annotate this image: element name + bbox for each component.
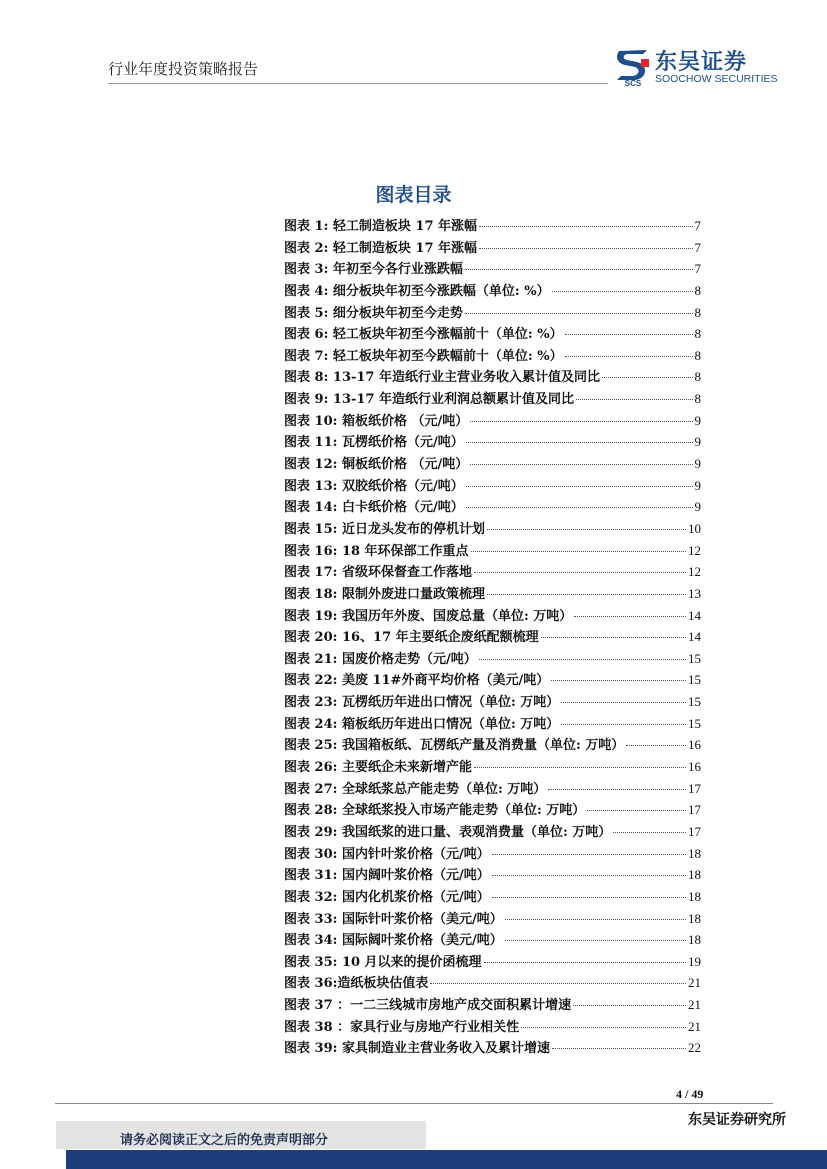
toc-dot-leader xyxy=(541,637,686,638)
toc-entry-label: 图表 9: 13-17 年造纸行业利润总额累计值及同比 xyxy=(284,392,574,408)
toc-entry-page: 7 xyxy=(694,218,701,233)
toc-dot-leader xyxy=(474,572,686,573)
toc-entry[interactable] xyxy=(284,215,701,237)
toc-entry-page: 12 xyxy=(688,564,701,580)
toc-entry-label: 图表 6: 轻工板块年初至今涨幅前十（单位: %） xyxy=(284,327,563,343)
toc-entry-page: 9 xyxy=(694,412,701,428)
toc-entry[interactable] xyxy=(284,756,701,778)
toc-dot-leader xyxy=(465,269,693,270)
toc-entry[interactable] xyxy=(284,1037,701,1059)
toc-entry-label: 图表 7: 轻工板块年初至今跌幅前十（单位: %） xyxy=(284,348,563,364)
toc-dot-leader xyxy=(479,248,692,249)
toc-dot-leader xyxy=(565,356,693,357)
toc-entry-label: 图表 23: 瓦楞纸历年进出口情况（单位: 万吨） xyxy=(284,695,560,711)
toc-dot-leader xyxy=(574,616,686,617)
scs-logo-icon xyxy=(613,47,653,87)
toc-entry-label: 图表 16: 18 年环保部工作重点 xyxy=(284,543,469,559)
toc-entry[interactable] xyxy=(284,323,701,345)
toc-entry-label: 图表 31: 国内阔叶浆价格（元/吨） xyxy=(284,868,490,884)
toc-dot-leader xyxy=(466,442,693,443)
toc-entry-label: 图表 11: 瓦楞纸价格（元/吨） xyxy=(284,435,464,451)
toc-dot-leader xyxy=(521,1027,686,1028)
toc-dot-leader xyxy=(587,810,686,811)
toc-entry-page: 8 xyxy=(694,282,701,298)
toc-entry[interactable] xyxy=(284,1016,701,1038)
toc-entry-label: 图表 36:造纸板块估值表 xyxy=(284,976,429,992)
toc-entry[interactable] xyxy=(284,929,701,951)
toc-entry-page: 21 xyxy=(688,997,701,1013)
toc-entry-page: 19 xyxy=(688,953,701,969)
toc-entry-page: 17 xyxy=(688,802,701,818)
toc-entry[interactable] xyxy=(284,475,701,497)
toc-dot-leader xyxy=(474,767,686,768)
toc-dot-leader xyxy=(552,1048,686,1049)
toc-entry[interactable] xyxy=(284,669,701,691)
toc-entry-page: 15 xyxy=(688,715,701,731)
logo-english-name: SOOCHOW SECURITIES xyxy=(655,73,778,85)
toc-entry-page: 15 xyxy=(688,650,701,666)
toc-dot-leader xyxy=(466,486,693,487)
toc-entry-label: 图表 26: 主要纸企未来新增产能 xyxy=(284,760,472,776)
toc-entry-page: 14 xyxy=(688,629,701,645)
toc-entry[interactable] xyxy=(284,366,701,388)
toc-entry[interactable] xyxy=(284,994,701,1016)
toc-entry-page: 18 xyxy=(688,932,701,948)
toc-entry-page: 21 xyxy=(688,975,701,991)
toc-entry-label: 图表 28: 全球纸浆投入市场产能走势（单位: 万吨） xyxy=(284,803,586,819)
logo-chinese-name: 东吴证券 xyxy=(655,50,748,75)
toc-entry[interactable] xyxy=(284,583,701,605)
toc-entry[interactable] xyxy=(284,908,701,930)
toc-entry[interactable] xyxy=(284,237,701,259)
toc-entry-page: 7 xyxy=(694,261,701,277)
toc-entry[interactable] xyxy=(284,518,701,540)
toc-dot-leader xyxy=(479,659,686,660)
toc-dot-leader xyxy=(561,702,686,703)
toc-entry[interactable] xyxy=(284,453,701,475)
toc-entry-page: 10 xyxy=(688,520,701,536)
toc-dot-leader xyxy=(492,875,686,876)
toc-entry[interactable] xyxy=(284,843,701,865)
toc-entry[interactable] xyxy=(284,821,701,843)
toc-entry-page: 18 xyxy=(688,888,701,904)
header-title: 行业年度投资策略报告 xyxy=(108,60,259,78)
toc-entry-page: 9 xyxy=(694,477,701,493)
toc-entry[interactable] xyxy=(284,972,701,994)
toc-entry[interactable] xyxy=(284,951,701,973)
toc-entry-label: 图表 34: 国际阔叶浆价格（美元/吨） xyxy=(284,933,503,949)
toc-entry-label: 图表 22: 美废 11#外商平均价格（美元/吨） xyxy=(284,673,550,689)
toc-entry[interactable] xyxy=(284,886,701,908)
toc-entry[interactable] xyxy=(284,691,701,713)
toc-entry-page: 13 xyxy=(688,585,701,601)
toc-entry-label: 图表 29: 我国纸浆的进口量、表观消费量（单位: 万吨） xyxy=(284,824,612,840)
toc-entry-page: 18 xyxy=(688,867,701,883)
toc-entry-page: 9 xyxy=(694,434,701,450)
toc-dot-leader xyxy=(602,377,693,378)
toc-dot-leader xyxy=(551,680,686,681)
footer-divider xyxy=(55,1103,773,1104)
toc-title: 图表目录 xyxy=(375,184,452,206)
toc-entry-page: 8 xyxy=(694,369,701,385)
toc-entry-label: 图表 10: 箱板纸价格 （元/吨） xyxy=(284,413,469,429)
toc-entry-page: 15 xyxy=(688,694,701,710)
toc-dot-leader xyxy=(573,1005,686,1006)
toc-entry-label: 图表 24: 箱板纸历年进出口情况（单位: 万吨） xyxy=(284,716,560,732)
toc-dot-leader xyxy=(626,745,686,746)
toc-entry-label: 图表 35: 10 月以来的提价函梳理 xyxy=(284,954,482,970)
toc-entry[interactable] xyxy=(284,540,701,562)
toc-dot-leader xyxy=(565,334,693,335)
toc-dot-leader xyxy=(471,551,686,552)
bottom-bar xyxy=(66,1150,827,1169)
toc-entry-label: 图表 3: 年初至今各行业涨跌幅 xyxy=(284,262,463,278)
toc-entry-label: 图表 4: 细分板块年初至今涨跌幅（单位: %） xyxy=(284,283,550,299)
header-divider xyxy=(108,83,608,84)
toc-entry-page: 12 xyxy=(688,542,701,558)
toc-entry-label: 图表 25: 我国箱板纸、瓦楞纸产量及消费量（单位: 万吨） xyxy=(284,738,625,754)
toc-entry-label: 图表 13: 双胶纸价格（元/吨） xyxy=(284,478,464,494)
toc-entry[interactable] xyxy=(284,605,701,627)
toc-entry-page: 22 xyxy=(688,1040,701,1056)
toc-entry[interactable] xyxy=(284,864,701,886)
toc-entry-label: 图表 18: 限制外废进口量政策梳理 xyxy=(284,586,485,602)
toc-entry-label: 图表 14: 白卡纸价格（元/吨） xyxy=(284,500,464,516)
toc-dot-leader xyxy=(484,962,686,963)
toc-entry-page: 18 xyxy=(688,910,701,926)
toc-entry[interactable] xyxy=(284,431,701,453)
toc-entry-page: 15 xyxy=(688,672,701,688)
toc-entry-label: 图表 27: 全球纸浆总产能走势（单位: 万吨） xyxy=(284,781,547,797)
toc-entry-label: 图表 19: 我国历年外废、国废总量（单位: 万吨） xyxy=(284,608,573,624)
disclaimer-text: 请务必阅读正文之后的免责声明部分 xyxy=(120,1133,329,1148)
toc-entry-page: 21 xyxy=(688,1018,701,1034)
toc-entry-page: 9 xyxy=(694,499,701,515)
toc-entry-page: 17 xyxy=(688,780,701,796)
toc-dot-leader xyxy=(561,724,686,725)
toc-entry-page: 17 xyxy=(688,823,701,839)
toc-entry[interactable] xyxy=(284,778,701,800)
toc-entry-label: 图表 5: 细分板块年初至今走势 xyxy=(284,305,463,321)
toc-entry-label: 图表 37 ：一二三线城市房地产成交面积累计增速 xyxy=(284,998,572,1014)
toc-entry-label: 图表 21: 国废价格走势（元/吨） xyxy=(284,651,477,667)
toc-dot-leader xyxy=(470,464,692,465)
toc-entry[interactable] xyxy=(284,280,701,302)
toc-entry-label: 图表 39: 家具制造业主营业务收入及累计增速 xyxy=(284,1041,550,1057)
toc-entry[interactable] xyxy=(284,713,701,735)
toc-entry-label: 图表 1: 轻工制造板块 17 年涨幅 xyxy=(284,219,478,234)
toc-entry-page: 14 xyxy=(688,607,701,623)
soochow-securities-logo xyxy=(613,47,788,87)
toc-dot-leader xyxy=(466,507,693,508)
svg-text:SCS: SCS xyxy=(624,79,642,87)
toc-entry-label: 图表 15: 近日龙头发布的停机计划 xyxy=(284,521,485,537)
toc-entry-label: 图表 12: 铜板纸价格 （元/吨） xyxy=(284,457,469,473)
toc-entry[interactable] xyxy=(284,648,701,670)
toc-entry-page: 8 xyxy=(694,391,701,407)
toc-dot-leader xyxy=(492,854,686,855)
toc-entry[interactable] xyxy=(284,561,701,583)
toc-dot-leader xyxy=(548,789,686,790)
toc-entry-label: 图表 17: 省级环保督查工作落地 xyxy=(284,565,472,581)
toc-entry-label: 图表 8: 13-17 年造纸行业主营业务收入累计值及同比 xyxy=(284,370,600,386)
toc-dot-leader xyxy=(430,983,686,984)
footer-company: 东吴证券研究所 xyxy=(688,1112,786,1128)
toc-entry-label: 图表 33: 国际针叶浆价格（美元/吨） xyxy=(284,911,503,927)
toc-entry[interactable] xyxy=(284,626,701,648)
toc-dot-leader xyxy=(505,940,686,941)
toc-entry-page: 8 xyxy=(694,304,701,320)
toc-dot-leader xyxy=(576,399,693,400)
toc-entry[interactable] xyxy=(284,302,701,324)
toc-dot-leader xyxy=(492,897,686,898)
toc-entry[interactable] xyxy=(284,258,701,280)
toc-dot-leader xyxy=(505,919,686,920)
toc-dot-leader xyxy=(465,313,693,314)
toc-dot-leader xyxy=(487,529,686,530)
toc-dot-leader xyxy=(552,291,693,292)
toc-entry[interactable] xyxy=(284,410,701,432)
toc-entry-page: 7 xyxy=(694,239,701,255)
toc-dot-leader xyxy=(487,594,686,595)
toc-entry-page: 8 xyxy=(694,347,701,363)
toc-entry-page: 16 xyxy=(688,759,701,775)
toc-entry[interactable] xyxy=(284,799,701,821)
toc-entry-page: 9 xyxy=(694,456,701,472)
toc-entry-label: 图表 20: 16、17 年主要纸企废纸配额梳理 xyxy=(284,630,539,646)
toc-entry-label: 图表 2: 轻工制造板块 17 年涨幅 xyxy=(284,240,478,256)
page-number: 4 / 49 xyxy=(676,1087,704,1101)
toc-entry[interactable] xyxy=(284,734,701,756)
toc-dot-leader xyxy=(613,832,686,833)
toc-entry-label: 图表 38 ：家具行业与房地产行业相关性 xyxy=(284,1019,520,1035)
toc-entry[interactable] xyxy=(284,345,701,367)
toc-dot-leader xyxy=(479,226,692,227)
toc-dot-leader xyxy=(470,421,692,422)
toc-entry-page: 18 xyxy=(688,845,701,861)
toc-entry[interactable] xyxy=(284,388,701,410)
toc-entry-page: 8 xyxy=(694,326,701,342)
toc-entry-label: 图表 32: 国内化机浆价格（元/吨） xyxy=(284,889,490,905)
toc-entry-page: 16 xyxy=(688,737,701,753)
toc-entry-label: 图表 30: 国内针叶浆价格（元/吨） xyxy=(284,846,490,862)
toc-entry[interactable] xyxy=(284,496,701,518)
toc-list xyxy=(284,215,701,1059)
